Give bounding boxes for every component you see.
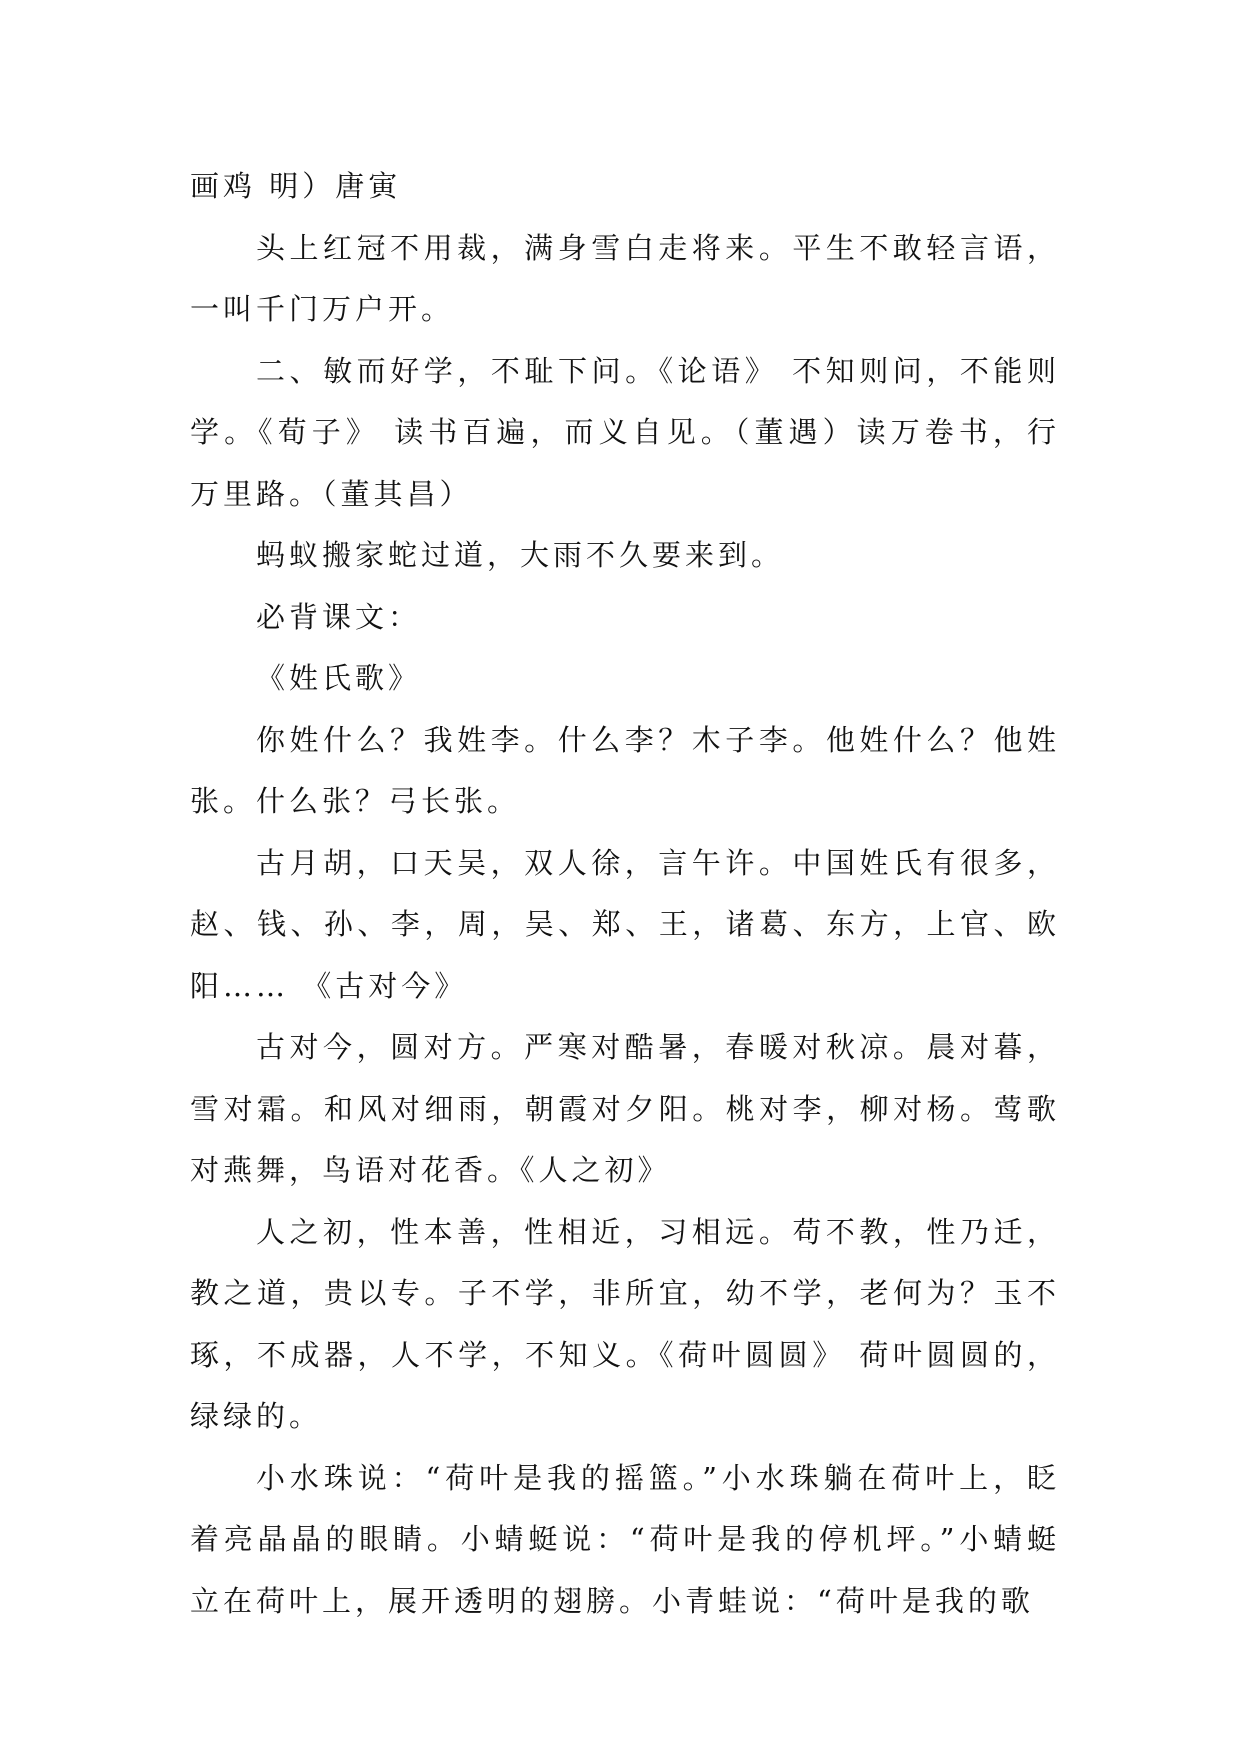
- text-paragraph: 古对今，圆对方。严寒对酷暑，春暖对秋凉。晨对暮，雪对霜。和风对细雨，朝霞对夕阳。桃对李，柳对杨。莺歌对燕舞，鸟语对花香。《人之初》: [190, 1030, 1060, 1187]
- weather-saying-paragraph: 蚂蚁搬家蛇过道，大雨不久要来到。: [256, 538, 785, 572]
- text-paragraph: 人之初，性本善，性相近，习相远。苟不教，性乃迁，教之道，贵以专。子不学，非所宜，幼不学，老何为？玉不琢，不成器，人不学，不知义。《荷叶圆圆》 荷叶圆圆的，绿绿的。: [190, 1214, 1060, 1433]
- poem-title-paragraph: 画鸡 明）唐寅: [190, 169, 402, 203]
- proverbs-paragraph: 二、敏而好学，不耻下问。《论语》 不知则问，不能则学。《荀子》 读书百遍，而义自见。（董遇）读万卷书，行万里路。（董其昌）: [190, 353, 1060, 511]
- section-heading: 必背课文：: [256, 599, 422, 634]
- text-paragraph: 你姓什么？我姓李。什么李？木子李。他姓什么？他姓张。什么张？弓长张。: [190, 722, 1060, 818]
- text-paragraph: 古月胡，口天吴，双人徐，言午许。中国姓氏有很多，赵、钱、孙、李，周，吴、郑、王，诸葛、东方，上官、欧阳…… 《古对今》: [190, 845, 1060, 1003]
- text-paragraph: 小水珠说：“荷叶是我的摇篮。”小水珠躺在荷叶上，眨着亮晶晶的眼睛。小蜻蜓说：“荷叶是我的停机坪。”小蜻蜓立在荷叶上，展开透明的翅膀。小青蛙说：“荷叶是我的歌: [190, 1460, 1060, 1618]
- poem-text-paragraph: 头上红冠不用裁，满身雪白走将来。平生不敢轻言语，一叫千门万户开。: [190, 230, 1060, 326]
- document-body: [190, 156, 1060, 1632]
- text-title: 《姓氏歌》: [256, 661, 422, 695]
